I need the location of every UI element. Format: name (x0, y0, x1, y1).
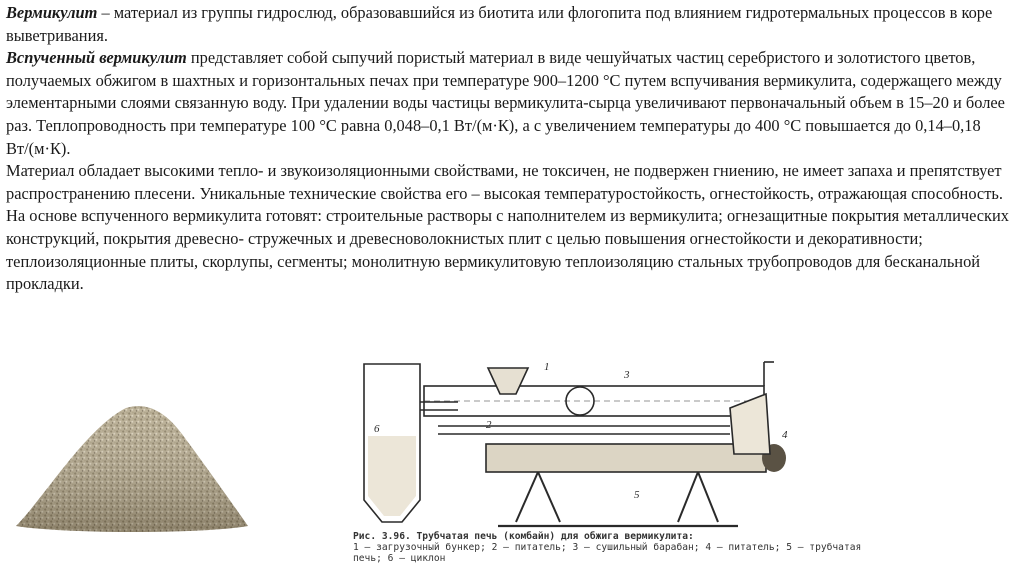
tube-furnace-diagram (338, 350, 838, 532)
loading-hopper (488, 368, 528, 394)
caption-title: Рис. 3.96. Трубчатая печь (комбайн) для обжига вермикулита: (353, 531, 694, 542)
label-1: 1 (544, 361, 550, 373)
figure-caption (353, 531, 873, 564)
paragraph-expanded (6, 47, 1018, 160)
label-6: 6 (374, 423, 380, 435)
label-4: 4 (782, 429, 788, 441)
term-vermiculite: Вермикулит (6, 3, 98, 22)
caption-legend: 1 — загрузочный бункер; 2 — питатель; 3 — сушильный барабан; 4 — питатель; 5 — трубчатая печь; 6 — циклон (353, 542, 862, 564)
definition-text: – материал из группы гидрослюд, образовавшийся из биотита или флогопита под влиянием гидротермальных процессов в коре выветривания. (6, 3, 993, 45)
vermiculite-pile-image (14, 394, 250, 534)
expanded-text: представляет собой сыпучий пористый материал в виде чешуйчатых частиц серебристого и золотистого цветов, получаемых обжигом в шахтных и горизонтальных печах при температуре 900–1200 °С путем вспучивания вермикулита, содержащего между элементарными слоями связанную воду. При удалении воды частицы вермикулита-сырца увеличивают первоначальный объем в 15–20 и более раз. Теплопроводность при температуре 100 °С равна 0,048–0,1 Вт/(м·К), а с увеличением температуры до 400 °С повышается до 0,14–0,18 Вт/(м·К). (6, 48, 1005, 158)
term-expanded-vermiculite: Вспученный вермикулит (6, 48, 187, 68)
paragraph-applications: На основе вспученного вермикулита готовят: строительные растворы с наполнителем из вермикулита; огнезащитные покрытия металлических конструкций, покрытия древесно- стружечных и древесноволокнистых плит с целью повышения огнестойкости и декоративности; теплоизоляционные плиты, скорлупы, сегменты; монолитную вермикулитовую теплоизоляцию стальных трубопроводов для бесканальной прокладки. (6, 206, 1009, 294)
article-text (6, 2, 1018, 296)
label-3: 3 (624, 369, 630, 381)
label-5: 5 (634, 489, 640, 501)
paragraph-properties: Материал обладает высокими тепло- и звукоизоляционными свойствами, не токсичен, не подвержен гниению, не имеет запаха и препятствует распространению плесени. Уникальные технические свойства его – высокая температуростойкость, огнестойкость, отражающая способность. (6, 161, 1003, 203)
feeder-2 (730, 394, 770, 454)
paragraph-definition (6, 2, 1018, 47)
tube-furnace (486, 444, 766, 472)
label-2: 2 (486, 419, 492, 431)
